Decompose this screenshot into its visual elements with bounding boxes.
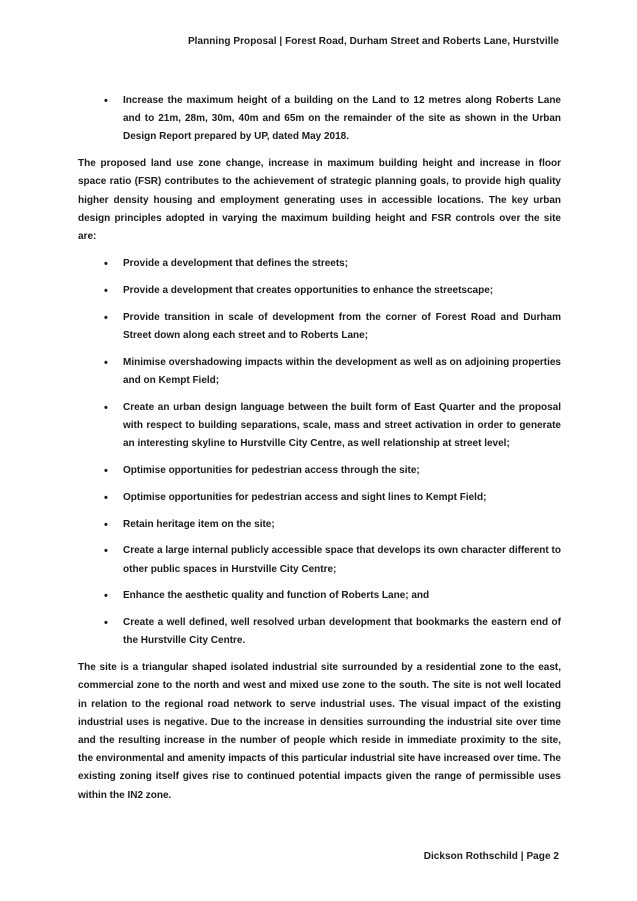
body-paragraph: The site is a triangular shaped isolated industrial site surrounded by a residential zone to the east, commercial zone to the north and west and mixed use zone to the south. The site is not well located in relation to the regional road network to serve industrial uses. The visual impact of the existing industrial uses is negative. Due to the increase in densities surrounding the industrial site over time and the resulting increase in the number of people which reside in immediate proximity to the site, the environmental and amenity impacts of this particular industrial site have increased over time. The existing zoning itself gives rise to continued potential impacts given the range of permissible uses within the IN2 zone. xyxy=(78,662,561,801)
list-item: • Enhance the aesthetic quality and function of Roberts Lane; and xyxy=(78,587,561,605)
list-item: • Create a well defined, well resolved urban development that bookmarks the eastern end of the Hurstville City Centre. xyxy=(78,614,561,650)
list-item: • Provide transition in scale of development from the corner of Forest Road and Durham Street down along each street and to Roberts Lane; xyxy=(78,309,561,345)
page-body xyxy=(78,92,561,805)
page-footer: Dickson Rothschild | Page 2 xyxy=(423,851,559,862)
principles-bullet-list xyxy=(78,255,561,650)
list-item: • Provide a development that defines the streets; xyxy=(78,255,561,273)
list-item: • Provide a development that creates opportunities to enhance the streetscape; xyxy=(78,282,561,300)
list-item: • Optimise opportunities for pedestrian access through the site; xyxy=(78,462,561,480)
list-item: • Create a large internal publicly accessible space that develops its own character different to other public spaces in Hurstville City Centre; xyxy=(78,542,561,578)
list-item: • Retain heritage item on the site; xyxy=(78,516,561,534)
list-item: • Optimise opportunities for pedestrian access and sight lines to Kempt Field; xyxy=(78,489,561,507)
list-item: • Create an urban design language between the built form of East Quarter and the proposal with respect to building separations, scale, mass and street activation in order to generate an interesting skyline to Hurstville City Centre, as well relationship at street level; xyxy=(78,399,561,454)
body-paragraph: The proposed land use zone change, increase in maximum building height and increase in floor space ratio (FSR) contributes to the achievement of strategic planning goals, to provide high quality higher density housing and employment generating uses in accessible locations. The key urban design principles adopted in varying the maximum building height and FSR controls over the site are: xyxy=(78,158,561,243)
list-item: • Minimise overshadowing impacts within the development as well as on adjoining properties and on Kempt Field; xyxy=(78,354,561,390)
page-header: Planning Proposal | Forest Road, Durham Street and Roberts Lane, Hurstville xyxy=(187,36,559,47)
list-item: • Increase the maximum height of a building on the Land to 12 metres along Roberts Lane and to 21m, 28m, 30m, 40m and 65m on the remainder of the site as shown in the Urban Design Report prepared by UP, dated May 2018. xyxy=(78,92,561,147)
intro-bullet-list xyxy=(78,92,561,147)
